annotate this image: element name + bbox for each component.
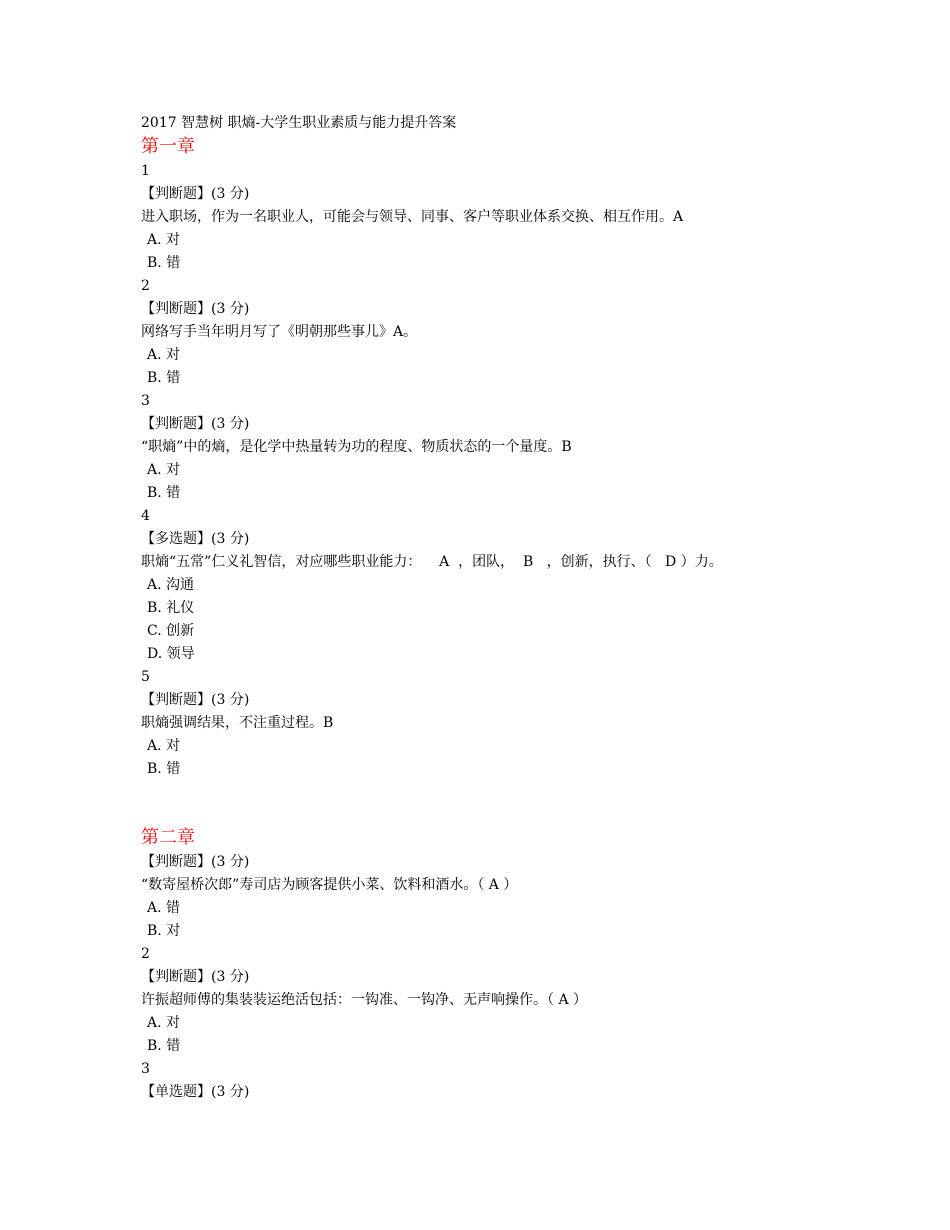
option-c: C. 创新 — [147, 623, 195, 639]
option-a: A. 沟通 — [147, 577, 195, 593]
question-text: 许振超师傅的集装装运绝活包括：一钩准、一钩净、无声响操作。（ A ） — [141, 992, 588, 1008]
chapter-1 — [141, 134, 931, 781]
option-d: D. 领导 — [147, 646, 195, 662]
question-text: 职熵强调结果，不注重过程。B — [141, 715, 334, 731]
question-number: 2 — [141, 946, 150, 962]
option-a: A. 对 — [147, 232, 181, 248]
question-text: 职熵“五常”仁义礼智信，对应哪些职业能力： A ，团队， B ，创新，执行、（ D ）力。 — [141, 554, 723, 570]
document-body — [141, 112, 931, 1104]
question-text: “数寄屋桥次郎”寿司店为顾客提供小菜、饮料和酒水。（ A ） — [141, 877, 518, 893]
question-type: 【多选题】(3 分) — [141, 531, 250, 547]
question-number: 1 — [141, 163, 150, 179]
option-b: B. 错 — [147, 370, 181, 386]
option-b: B. 错 — [147, 1038, 181, 1054]
question-block — [141, 275, 931, 390]
chapter-heading: 第二章 — [141, 827, 195, 848]
option-b: B. 错 — [147, 761, 181, 777]
question-block — [141, 1058, 931, 1104]
question-block — [141, 943, 931, 1058]
question-number: 3 — [141, 393, 150, 409]
question-type: 【判断题】(3 分) — [141, 301, 250, 317]
option-a: A. 对 — [147, 738, 181, 754]
question-block — [141, 160, 931, 275]
option-b: B. 错 — [147, 485, 181, 501]
question-block — [141, 505, 931, 666]
option-a: A. 对 — [147, 462, 181, 478]
question-number: 2 — [141, 278, 150, 294]
option-b: B. 礼仪 — [147, 600, 195, 616]
option-b: B. 错 — [147, 255, 181, 271]
question-block — [141, 851, 931, 943]
question-type: 【判断题】(3 分) — [141, 186, 250, 202]
question-type: 【判断题】(3 分) — [141, 969, 250, 985]
chapter-2 — [141, 825, 931, 1104]
question-type: 【单选题】(3 分) — [141, 1084, 250, 1100]
option-a: A. 错 — [147, 900, 181, 916]
question-number: 3 — [141, 1061, 150, 1077]
section-spacer — [141, 781, 931, 825]
question-number: 5 — [141, 669, 150, 685]
question-block — [141, 666, 931, 781]
option-a: A. 对 — [147, 1015, 181, 1031]
question-type: 【判断题】(3 分) — [141, 854, 250, 870]
chapter-heading: 第一章 — [141, 136, 195, 157]
question-block — [141, 390, 931, 505]
document-title: 2017 智慧树 职熵-大学生职业素质与能力提升答案 — [141, 115, 457, 131]
option-a: A. 对 — [147, 347, 181, 363]
option-b: B. 对 — [147, 923, 181, 939]
question-text: 进入职场，作为一名职业人，可能会与领导、同事、客户等职业体系交换、相互作用。A — [141, 209, 684, 225]
question-type: 【判断题】(3 分) — [141, 692, 250, 708]
question-text: “职熵”中的熵，是化学中热量转为功的程度、物质状态的一个量度。B — [141, 439, 572, 455]
question-type: 【判断题】(3 分) — [141, 416, 250, 432]
question-text: 网络写手当年明月写了《明朝那些事儿》A。 — [141, 324, 418, 340]
question-number: 4 — [141, 508, 150, 524]
